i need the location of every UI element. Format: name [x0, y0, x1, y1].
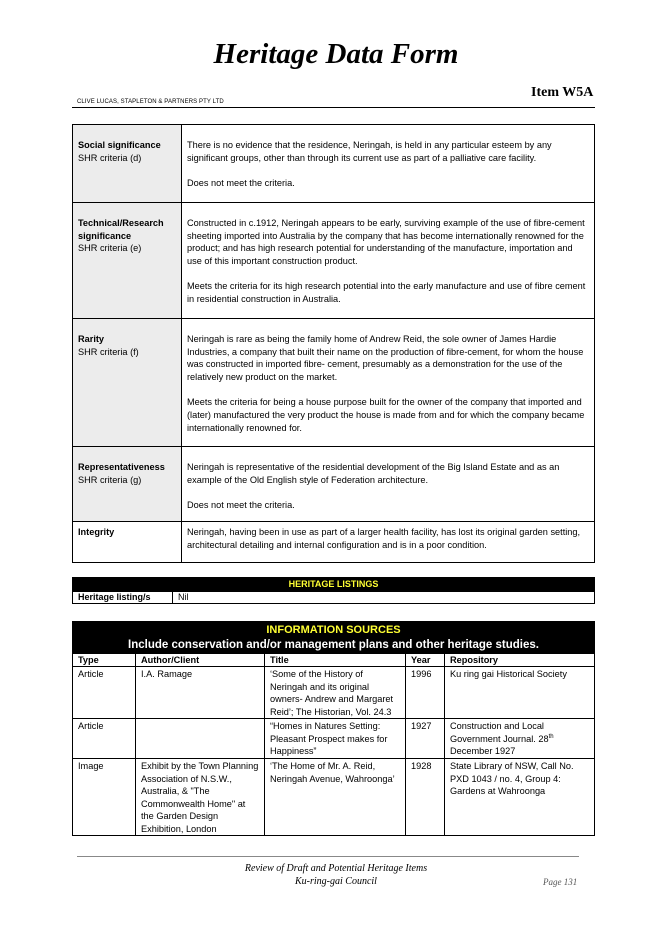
criteria-paragraph: Neringah is representative of the residential development of the Big Island Estate and as an example of the Old English style of Federation architecture. [187, 462, 560, 485]
footer-council: Ku-ring-gai Council [295, 876, 377, 887]
source-repository: State Library of NSW, Call No. PXD 1043 / no. 4, Group 4: Gardens at Wahroonga [445, 759, 595, 836]
footer-report-title: Review of Draft and Potential Heritage Items [244, 863, 428, 874]
criteria-label: Integrity [78, 527, 115, 537]
criteria-row-rarity [73, 319, 595, 447]
criteria-paragraph: Meets the criteria for being a house purpose built for the owner of the company that imported and (later) manufactured the very product the house is made from and for which the company became internationally renowned for. [187, 397, 585, 433]
source-repository [445, 719, 595, 759]
document-title: Heritage Data Form [213, 38, 459, 70]
criteria-text-cell [182, 319, 595, 447]
heritage-listing-label: Heritage listing/s [73, 592, 173, 604]
criteria-table [72, 124, 595, 563]
repository-text-end: December 1927 [450, 746, 516, 756]
criteria-label-cell [73, 125, 182, 203]
criteria-code: SHR criteria (d) [78, 152, 142, 163]
criteria-paragraph: Does not meet the criteria. [187, 500, 295, 511]
criteria-row-integrity [73, 522, 595, 563]
column-header-author: Author/Client [136, 654, 265, 667]
criteria-label-cell [73, 522, 182, 563]
criteria-paragraph: Neringah is rare as being the family home of Andrew Reid, the sole owner of James Hardie Industries, a company that built their name on the production of fibre-cement, for whom the house was constructed in imported fibre- cement, presumably as a demonstration for the use of the relatively new product on the market. [187, 334, 584, 382]
sources-header-row [73, 654, 595, 667]
column-header-type: Type [73, 654, 136, 667]
column-header-repository: Repository [445, 654, 595, 667]
item-number: Item W5A [531, 85, 594, 100]
criteria-label-cell [73, 447, 182, 522]
page-number: Page 131 [543, 877, 578, 887]
source-type: Article [73, 719, 136, 759]
heritage-listings-table [72, 577, 595, 604]
table-row [73, 667, 595, 719]
criteria-label-cell [73, 319, 182, 447]
criteria-paragraph: Constructed in c.1912, Neringah appears to be early, surviving example of the use of fibre-cement sheeting imported into Australia by the company that has become internationally renowned for the product; and has high research potential for understanding of the manufacture, importation and use of this important construction product. [187, 218, 585, 266]
table-row [73, 719, 595, 759]
criteria-paragraph: Neringah, having been in use as part of a larger health facility, has lost its original garden setting, architectural detailing and internal configuration and is in a poor condition. [187, 527, 581, 550]
criteria-label: Rarity [78, 334, 105, 344]
header-rule [72, 107, 595, 108]
criteria-code: SHR criteria (e) [78, 243, 142, 254]
criteria-paragraph: There is no evidence that the residence, Neringah, is held in any particular esteem by any significant groups, other than through its current use as part of a palliative care facility. [187, 140, 552, 163]
criteria-paragraph: Does not meet the criteria. [187, 178, 295, 189]
criteria-text-cell [182, 203, 595, 319]
firm-name: CLIVE LUCAS, STAPLETON & PARTNERS PTY LTD [77, 99, 224, 105]
source-year: 1996 [406, 667, 445, 719]
repository-superscript: th [548, 733, 554, 740]
source-type: Article [73, 667, 136, 719]
criteria-text-cell [182, 447, 595, 522]
criteria-label-cell [73, 203, 182, 319]
criteria-row-representativeness [73, 447, 595, 522]
source-author: Exhibit by the Town Planning Association of N.S.W., Australia, & "The Commonwealth Home" at the Garden Design Exhibition, London [136, 759, 265, 836]
criteria-paragraph: Meets the criteria for its high research potential into the early manufacture and use of fibre cement in residential construction in Australia. [187, 281, 586, 304]
criteria-label: Technical/Research significance [78, 218, 164, 241]
information-sources-subheading: Include conservation and/or management plans and other heritage studies. [73, 638, 595, 654]
criteria-code: SHR criteria (f) [78, 346, 139, 357]
criteria-label: Representativeness [78, 462, 165, 472]
repository-text: Construction and Local Government Journal. 28 [450, 721, 549, 744]
heritage-listing-row [73, 592, 595, 604]
source-author: I.A. Ramage [136, 667, 265, 719]
source-repository: Ku ring gai Historical Society [445, 667, 595, 719]
source-title: “Homes in Natures Setting: Pleasant Prospect makes for Happiness” [265, 719, 406, 759]
heritage-listing-value: Nil [173, 592, 595, 604]
footer-rule [77, 856, 579, 857]
column-header-title: Title [265, 654, 406, 667]
table-row [73, 759, 595, 836]
source-title: ‘The Home of Mr. A. Reid, Neringah Avenue, Wahroonga’ [265, 759, 406, 836]
source-year: 1928 [406, 759, 445, 836]
source-title: ‘Some of the History of Neringah and its original owners- Andrew and Margaret Reid’; The Historian, Vol. 24.3 [265, 667, 406, 719]
information-sources-heading: INFORMATION SOURCES [73, 622, 595, 638]
criteria-text-cell [182, 522, 595, 563]
criteria-code: SHR criteria (g) [78, 474, 142, 485]
source-author [136, 719, 265, 759]
criteria-row-technical [73, 203, 595, 319]
source-year: 1927 [406, 719, 445, 759]
criteria-label: Social significance [78, 140, 161, 150]
criteria-text-cell [182, 125, 595, 203]
source-type: Image [73, 759, 136, 836]
heritage-listings-heading: HERITAGE LISTINGS [73, 578, 595, 592]
column-header-year: Year [406, 654, 445, 667]
information-sources-table [72, 621, 595, 836]
criteria-row-social [73, 125, 595, 203]
